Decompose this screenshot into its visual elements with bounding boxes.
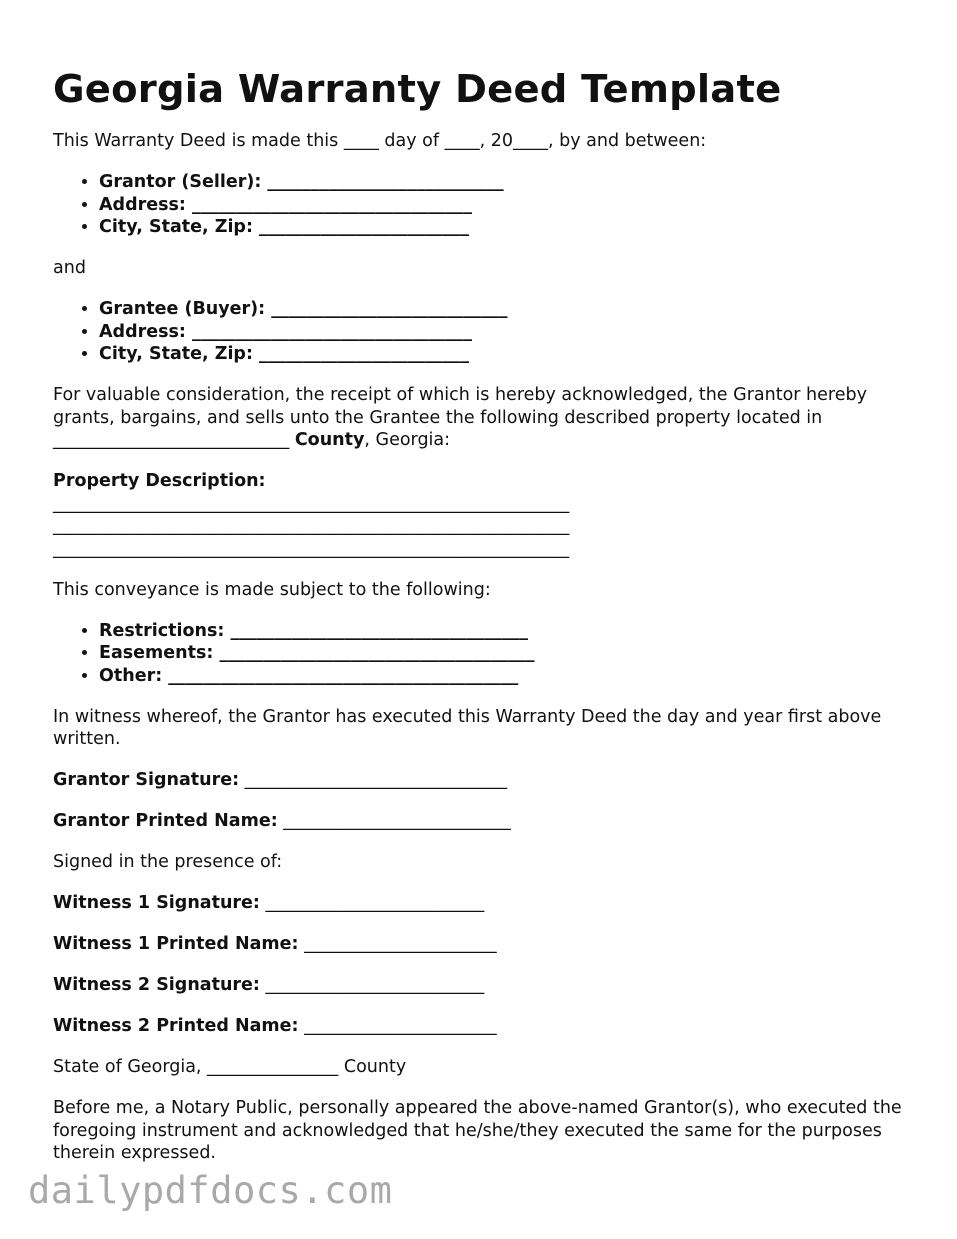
- property-description: [53, 470, 913, 560]
- grantee-city-blank[interactable]: ________________________: [252, 344, 470, 364]
- grantor-signature-field: Grantor Signature: ______________________________: [53, 770, 508, 790]
- grantor-printed-name-blank[interactable]: __________________________: [277, 811, 511, 831]
- witness-2-signature-blank[interactable]: _________________________: [259, 975, 485, 995]
- presence-text: Signed in the presence of:: [53, 852, 283, 872]
- grantor-address-field: • Address: ________________________________: [99, 194, 913, 217]
- restrictions-field: • Restrictions: __________________________________: [99, 620, 913, 643]
- witness-whereof-paragraph: In witness whereof, the Grantor has executed this Warranty Deed the day and year first above written.: [53, 706, 882, 749]
- property-line-1[interactable]: ___________________________________________________________: [53, 493, 570, 514]
- grantee-address-blank[interactable]: ________________________________: [185, 321, 473, 342]
- document-page: [53, 66, 913, 1183]
- witness-2-signature-field: Witness 2 Signature: _________________________: [53, 975, 485, 995]
- grantor-list: [53, 171, 913, 239]
- easements-field: • Easements: ____________________________________: [99, 642, 913, 665]
- property-line-3[interactable]: ___________________________________________________________: [53, 538, 570, 559]
- witness-1-signature-field: Witness 1 Signature: _________________________: [53, 893, 485, 913]
- property-line-2[interactable]: ___________________________________________________________: [53, 516, 570, 536]
- county-label: County: [294, 430, 365, 450]
- and-text: and: [53, 258, 86, 278]
- property-description-label: Property Description:: [53, 471, 266, 491]
- witness-2-printed-name-field: Witness 2 Printed Name: ______________________: [53, 1016, 497, 1036]
- witness-1-signature-blank[interactable]: _________________________: [259, 893, 485, 913]
- witness-1-printed-name-blank[interactable]: ______________________: [298, 934, 497, 954]
- grantee-name-field: • Grantee (Buyer): ___________________________: [99, 298, 913, 321]
- document-title: Georgia Warranty Deed Template: [53, 67, 782, 112]
- other-field: • Other: ________________________________________: [99, 665, 913, 688]
- grantee-name-blank[interactable]: ___________________________: [265, 299, 508, 319]
- other-blank[interactable]: ________________________________________: [162, 665, 519, 686]
- restrictions-blank[interactable]: __________________________________: [224, 620, 528, 641]
- grantee-city-field: • City, State, Zip: ________________________: [99, 343, 913, 366]
- site-watermark: dailypdfdocs.com: [28, 1169, 393, 1212]
- conveyance-list: [53, 620, 913, 688]
- state-county-line: State of Georgia, _______________ County: [53, 1057, 407, 1077]
- grantee-address-field: • Address: ________________________________: [99, 321, 913, 344]
- intro-paragraph: This Warranty Deed is made this ____ day of ____, 20____, by and between:: [53, 131, 707, 151]
- grantor-signature-blank[interactable]: ______________________________: [239, 770, 508, 790]
- grantor-city-blank[interactable]: ________________________: [252, 217, 470, 237]
- consideration-paragraph: For valuable consideration, the receipt of which is hereby acknowledged, the Grantor hereby grants, bargains, and sells unto the Grantee the following described property located in ___________________________ County, Georgia:: [53, 385, 867, 450]
- notary-paragraph: Before me, a Notary Public, personally appeared the above-named Grantor(s), who executed the foregoing instrument and acknowledged that he/she/they executed the same for the purposes therein expressed.: [53, 1098, 902, 1163]
- grantor-name-field: • Grantor (Seller): ___________________________: [99, 171, 913, 194]
- witness-2-printed-name-blank[interactable]: ______________________: [298, 1016, 497, 1036]
- conveyance-paragraph: This conveyance is made subject to the following:: [53, 579, 491, 600]
- grantor-name-blank[interactable]: ___________________________: [261, 172, 504, 192]
- witness-1-printed-name-field: Witness 1 Printed Name: ______________________: [53, 934, 497, 954]
- easements-blank[interactable]: ____________________________________: [213, 643, 535, 663]
- grantor-city-field: • City, State, Zip: ________________________: [99, 216, 913, 239]
- grantor-printed-name-field: Grantor Printed Name: __________________________: [53, 811, 511, 831]
- grantee-list: [53, 298, 913, 366]
- grantor-address-blank[interactable]: ________________________________: [185, 194, 473, 215]
